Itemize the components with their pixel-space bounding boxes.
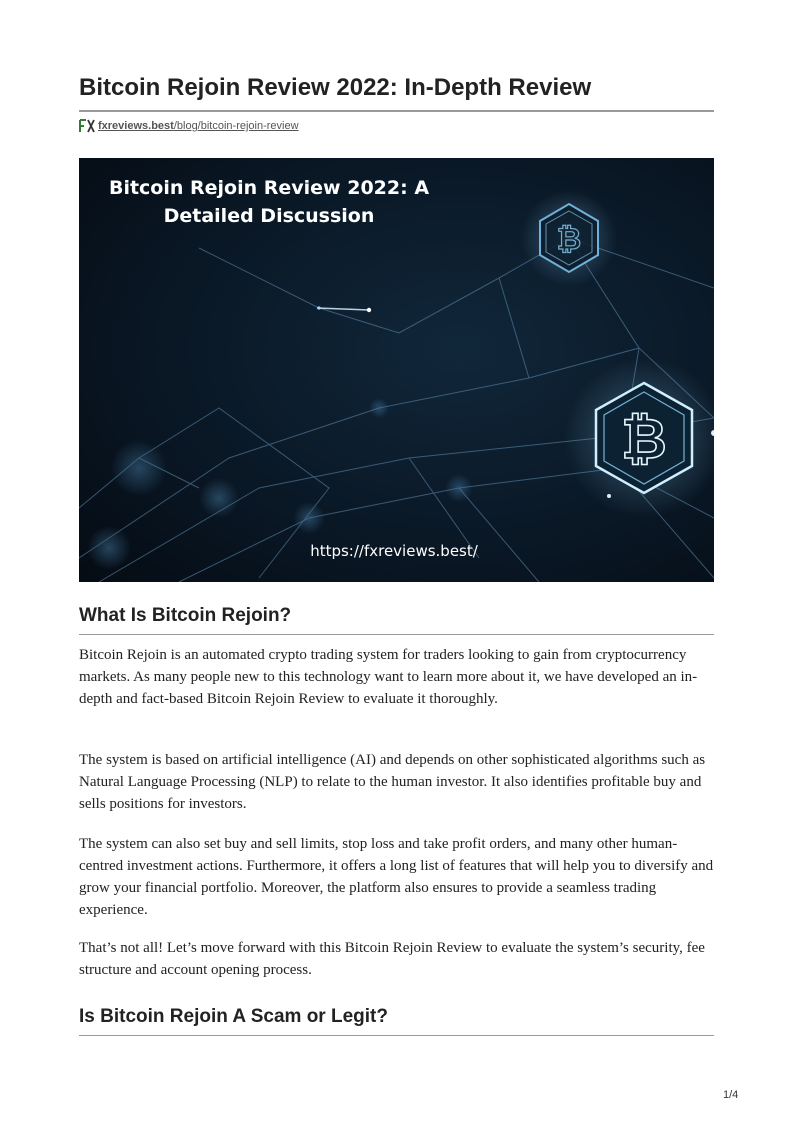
hero-headline-line2: Detailed Discussion: [163, 205, 375, 227]
fx-logo-icon: [79, 119, 95, 133]
source-domain: fxreviews.best: [98, 120, 174, 132]
source-path: /blog/bitcoin-rejoin-review: [173, 120, 299, 132]
page-title: Bitcoin Rejoin Review 2022: In-Depth Review: [79, 74, 592, 101]
hero-headline-line1: Bitcoin Rejoin Review 2022: A: [108, 177, 430, 199]
hero-illustration: [79, 158, 714, 582]
section-heading-scam-or-legit: Is Bitcoin Rejoin A Scam or Legit?: [79, 1006, 388, 1027]
hero-image: [79, 158, 714, 582]
source-line: [79, 117, 299, 135]
paragraph: The system can also set buy and sell limits, stop loss and take profit orders, and many other human-centred investment actions. Furthermore, it offers a long list of features that will help you to diversify and grow your financial portfolio. Moreover, the platform also ensures to provide a seamless trading experience.: [79, 836, 714, 918]
svg-text:₿: ₿: [556, 222, 582, 257]
section-divider: [79, 1035, 714, 1036]
hero-watermark: https://fxreviews.best/: [310, 542, 478, 560]
paragraph: Bitcoin Rejoin is an automated crypto trading system for traders looking to gain from cryptocurrency markets. As many people new to this technology want to learn more about it, we have developed an in-depth and fact-based Bitcoin Rejoin Review to evaluate it thoroughly.: [79, 647, 698, 707]
source-url-link[interactable]: [98, 120, 299, 132]
paragraph: The system is based on artificial intelligence (AI) and depends on other sophisticated algorithms such as Natural Language Processing (NLP) to relate to the human investor. It also identifies profitable buy and sells positions for investors.: [79, 752, 706, 812]
paragraph: That’s not all! Let’s move forward with this Bitcoin Rejoin Review to evaluate the system’s security, fee structure and account opening process.: [79, 940, 705, 978]
title-divider: [79, 110, 714, 112]
section-divider: [79, 634, 714, 635]
svg-text:₿: ₿: [621, 407, 667, 472]
bitcoin-hexagon-small-icon: [521, 190, 617, 286]
page-number: 1/4: [723, 1089, 739, 1101]
section-heading-what-is: What Is Bitcoin Rejoin?: [79, 605, 292, 626]
